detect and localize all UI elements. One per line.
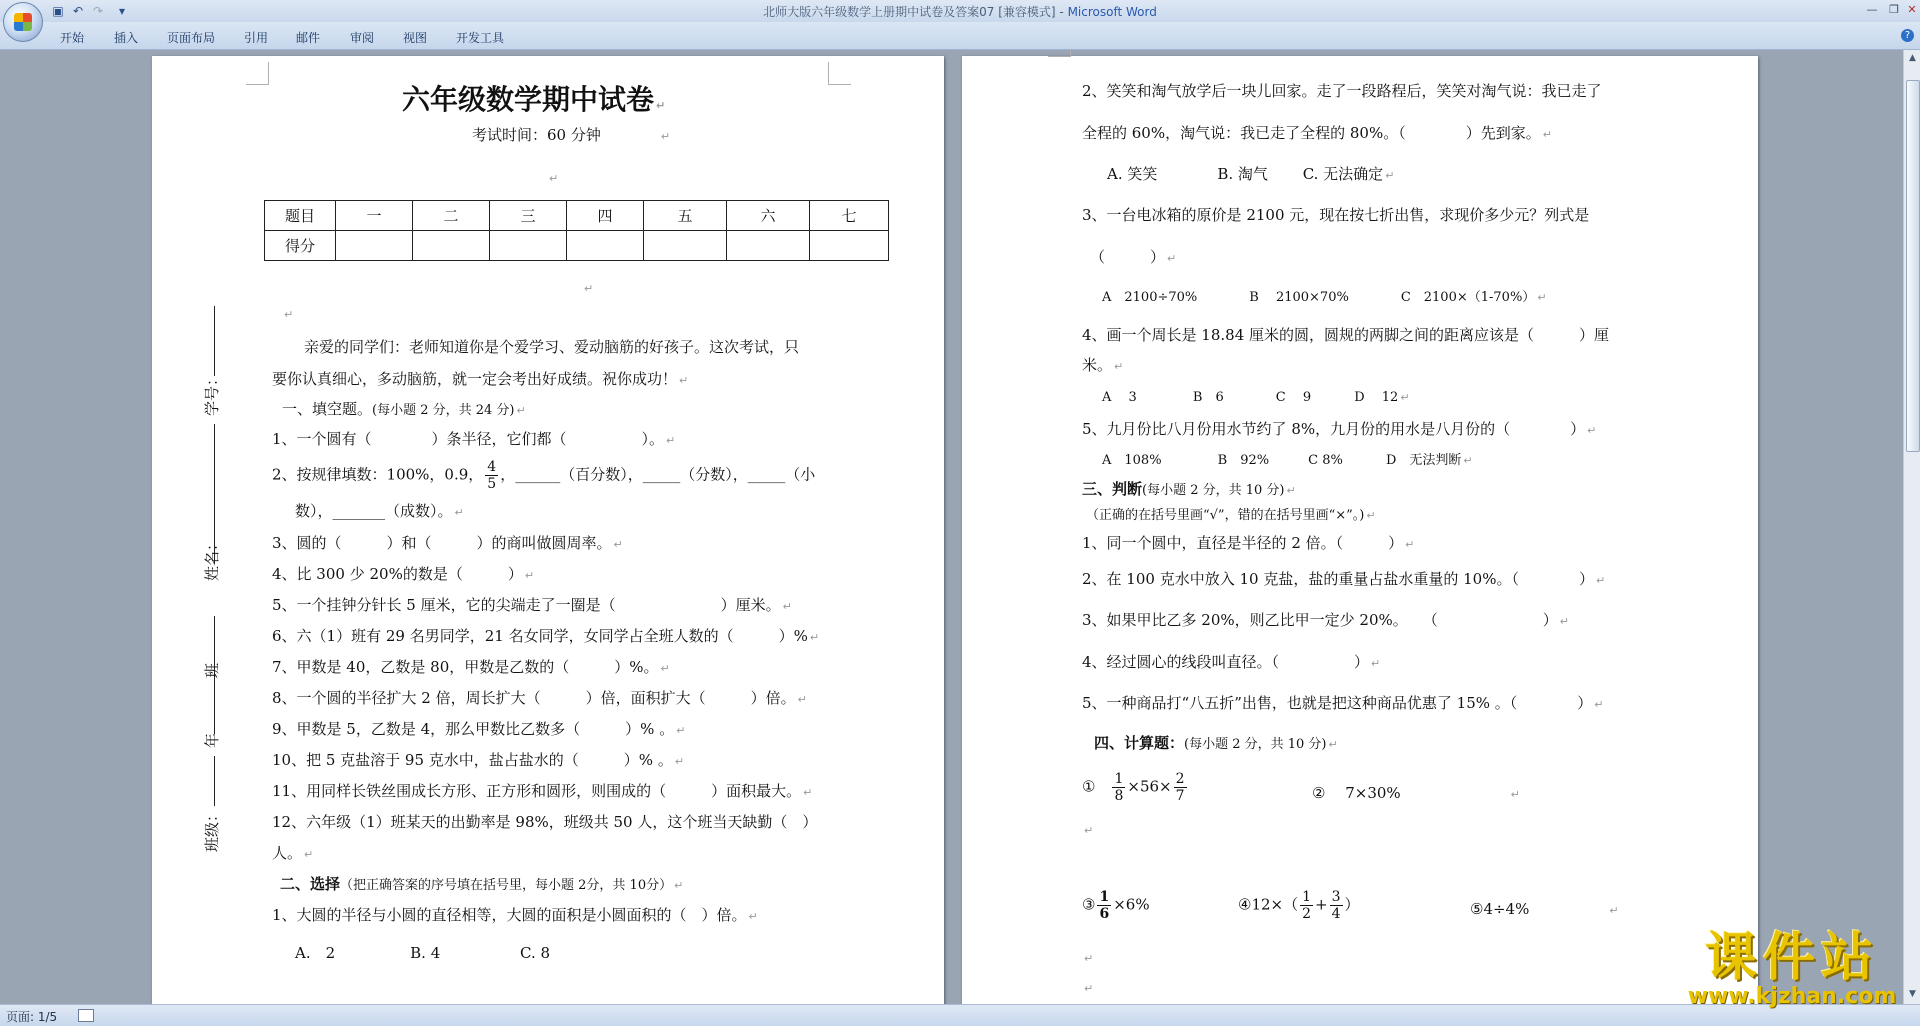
fraction: $\frac{4}{5}$ [487,459,497,492]
choice-question-1: 1、大圆的半径与小圆的直径相等，大圆的面积是小圆面积的（ ）倍。 ↵ [272,906,758,924]
paragraph-mark: ↵ [584,282,594,295]
choice-3-options: A 2100÷70% B 2100×70% C 2100×（1-70%） ↵ [1102,290,1547,305]
choice-question-3: 3、一台电冰箱的原价是 2100 元，现在按七折出售，求现价多少元？列式是 [1082,206,1590,224]
score-table [264,200,889,261]
binding-line [214,686,215,734]
tab-review[interactable]: 审阅 [350,31,375,45]
question-10: 10、把 5 克盐溶于 95 克水中，盐占盐水的（ ）% 。 ↵ [272,751,685,769]
document-area [0,50,1903,1004]
ribbon-tabs [0,22,1920,50]
paragraph-mark: ↵ [1084,982,1094,995]
exam-subtitle: 考试时间：60 分钟 ↵ [472,126,671,144]
tab-developer[interactable]: 开发工具 [456,31,505,45]
calc-expression-1: ① $\frac{1}{8}$ ×56× $\frac{2}{7}$ [1082,771,1185,804]
question-9: 9、甲数是 5，乙数是 4，那么甲数比乙数多（ ）% 。 ↵ [272,720,686,738]
student-id-label: 学号： [203,370,221,416]
question-2: 2、按规律填数：100%，0.9， $\frac{4}{5}$ ，______（百分数），_____（分数），_____（小 [272,459,816,492]
choice-5-options: A 108% B 92% C 8% D 无法判断 ↵ [1102,453,1473,468]
watermark-brand: 课件站 [1704,928,1879,988]
status-bar [0,1004,1920,1026]
intro-line-2: 要你认真细心，多动脑筋，就一定会考出好成绩。祝你成功！ ↵ [272,370,689,388]
question-4: 4、比 300 少 20%的数是（ ） ↵ [272,565,535,583]
class-unit-label: 班 [203,662,221,678]
question-8: 8、一个圆的半径扩大 2 倍，周长扩大（ ）倍，面积扩大（ ）倍。 ↵ [272,689,807,707]
table-header-cell: 四 [567,201,644,231]
section-1-heading: 一、填空题。(每小题 2 分，共 24 分) ↵ [282,400,526,418]
table-row [265,231,889,261]
site-watermark [1668,930,1916,1010]
tab-mailings[interactable]: 邮件 [296,31,321,45]
scroll-thumb[interactable] [1906,80,1920,452]
scroll-down-icon[interactable]: ▼ [1909,989,1916,999]
judge-question-3: 3、如果甲比乙多 20%，则乙比甲一定少 20%。 （ ） ↵ [1082,611,1569,629]
paragraph-mark: ↵ [284,308,294,321]
margin-corner [246,62,269,85]
paragraph-mark: ↵ [549,172,559,185]
name-label: 姓名： [203,535,221,581]
judge-question-4: 4、经过圆心的线段叫直径。（ ） ↵ [1082,653,1381,671]
document-page-2 [962,56,1758,1004]
score-cell[interactable] [413,231,490,261]
tab-home[interactable]: 开始 [60,31,85,45]
table-header-cell: 一 [336,201,413,231]
choice-question-4: 4、画一个周长是 18.84 厘米的圆，圆规的两脚之间的距离应该是（ ）厘 [1082,326,1610,344]
tab-insert[interactable]: 插入 [114,31,139,45]
calc-expression-3: ③ $\frac{1}{6}$ ×6% [1082,889,1150,922]
score-cell[interactable] [727,231,810,261]
section-3-hint: （正确的在括号里画“√”，错的在括号里画“×”。) ↵ [1086,508,1376,523]
vertical-scrollbar[interactable] [1903,50,1920,1004]
close-icon[interactable]: ✕ [1907,3,1917,16]
table-header-cell: 六 [727,201,810,231]
paragraph-mark: ↵ [1084,824,1094,837]
customize-toolbar-icon[interactable]: ▾ [118,4,126,18]
calc-expression-2: ② 7×30% ↵ [1312,784,1520,802]
table-row-label: 得分 [265,231,336,261]
watermark-url: www.kjzhan.com [1687,984,1897,1009]
choice-4-options: A 3 B 6 C 9 D 12 ↵ [1102,390,1410,405]
question-2-cont: 数），_______（成数）。 ↵ [295,502,464,520]
judge-question-5: 5、一种商品打“八五折”出售，也就是把这种商品优惠了 15% 。（ ） ↵ [1082,694,1604,712]
question-7: 7、甲数是 40，乙数是 80，甲数是乙数的（ ）%。 ↵ [272,658,670,676]
question-6: 6、六（1）班有 29 名男同学，21 名女同学，女同学占全班人数的（ ）% ↵ [272,627,820,645]
intro-line-1: 亲爱的同学们：老师知道你是个爱学习、爱动脑筋的好孩子。这次考试，只 [304,338,800,356]
section-4-heading: 四、计算题：(每小题 2 分，共 10 分) ↵ [1094,734,1338,752]
fraction: $\frac{2}{7}$ [1175,771,1185,804]
save-icon[interactable]: ▣ [52,4,64,18]
fraction: $\frac{1}{6}$ [1099,889,1110,922]
section-2-heading: 二、选择（把正确答案的序号填在括号里，每小题 2分，共 10分） ↵ [280,875,684,893]
binding-line [214,756,215,806]
table-header-cell: 题目 [265,201,336,231]
score-cell[interactable] [336,231,413,261]
window-title: 北师大版六年级数学上册期中试卷及答案07 [兼容模式] - Microsoft Word [763,5,1157,19]
section-3-heading: 三、判断(每小题 2 分，共 10 分) ↵ [1082,480,1296,498]
choice-1-options: A. 2 B. 4 C. 8 [295,944,551,962]
office-logo-icon [14,13,32,31]
minimize-icon[interactable]: — [1866,3,1878,16]
calc-expression-4: ④12×（ $\frac{1}{2}$ + $\frac{3}{4}$ ） [1238,889,1360,922]
question-12: 12、六年级（1）班某天的出勤率是 98%，班级共 50 人，这个班当天缺勤（ ） [272,813,818,831]
margin-corner [828,62,851,85]
question-5: 5、一个挂钟分针长 5 厘米，它的尖端走了一圈是（ ）厘米。 ↵ [272,596,792,614]
page-indicator[interactable]: 页面: 1/5 [6,1010,58,1024]
choice-question-5: 5、九月份比八月份用水节约了 8%，九月份的用水是八月份的（ ） ↵ [1082,420,1597,438]
class-label: 班级： [203,806,221,852]
question-12-cont: 人。 ↵ [272,844,314,862]
binding-line [214,306,215,376]
document-page-1 [152,56,944,1004]
judge-question-1: 1、同一个圆中，直径是半径的 2 倍。（ ） ↵ [1082,534,1415,552]
choice-question-2-cont: 全程的 60%，淘气说：我已走了全程的 80%。（ ）先到家。 ↵ [1082,124,1552,142]
score-cell[interactable] [567,231,644,261]
scroll-up-icon[interactable]: ▲ [1909,53,1916,63]
score-cell[interactable] [644,231,727,261]
question-3: 3、圆的（ ）和（ ）的商叫做圆周率。 ↵ [272,534,623,552]
title-bar [0,0,1920,23]
table-row [265,201,889,231]
choice-2-options: A. 笑笑 B. 淘气 C. 无法确定 ↵ [1107,165,1395,183]
question-1: 1、一个圆有（ ）条半径，它们都（ ）。 ↵ [272,430,676,448]
grade-label: 年 [203,732,221,748]
choice-question-4-cont: 米。 ↵ [1082,356,1124,374]
tab-page-layout[interactable]: 页面布局 [167,31,216,45]
choice-question-3-cont: （ ） ↵ [1090,248,1177,266]
office-button[interactable] [3,2,43,42]
question-11: 11、用同样长铁丝围成长方形、正方形和圆形，则围成的（ ）面积最大。 ↵ [272,782,813,800]
score-cell[interactable] [490,231,567,261]
fraction: $\frac{3}{4}$ [1331,889,1341,922]
undo-icon[interactable]: ↶ [72,4,84,18]
paragraph-mark: ↵ [1084,952,1094,965]
table-header-cell: 五 [644,201,727,231]
help-icon[interactable]: ? [1901,29,1914,42]
table-header-cell: 七 [810,201,889,231]
table-header-cell: 三 [490,201,567,231]
fraction: $\frac{1}{2}$ [1302,889,1312,922]
tab-references[interactable]: 引用 [244,31,269,45]
score-cell[interactable] [810,231,889,261]
proofing-icon[interactable] [78,1009,94,1022]
calc-expression-5: ⑤4÷4% ↵ [1470,900,1619,918]
restore-icon[interactable]: ❐ [1889,3,1899,16]
tab-view[interactable]: 视图 [403,31,428,45]
judge-question-2: 2、在 100 克水中放入 10 克盐，盐的重量占盐水重量的 10%。（ ） ↵ [1082,570,1606,588]
exam-title: 六年级数学期中试卷 ↵ [402,83,666,116]
table-header-cell: 二 [413,201,490,231]
fraction: $\frac{1}{8}$ [1114,771,1124,804]
redo-icon[interactable]: ↷ [92,4,104,18]
choice-question-2: 2、笑笑和淘气放学后一块儿回家。走了一段路程后，笑笑对淘气说：我已走了 [1082,82,1602,100]
margin-corner [1048,50,1071,57]
